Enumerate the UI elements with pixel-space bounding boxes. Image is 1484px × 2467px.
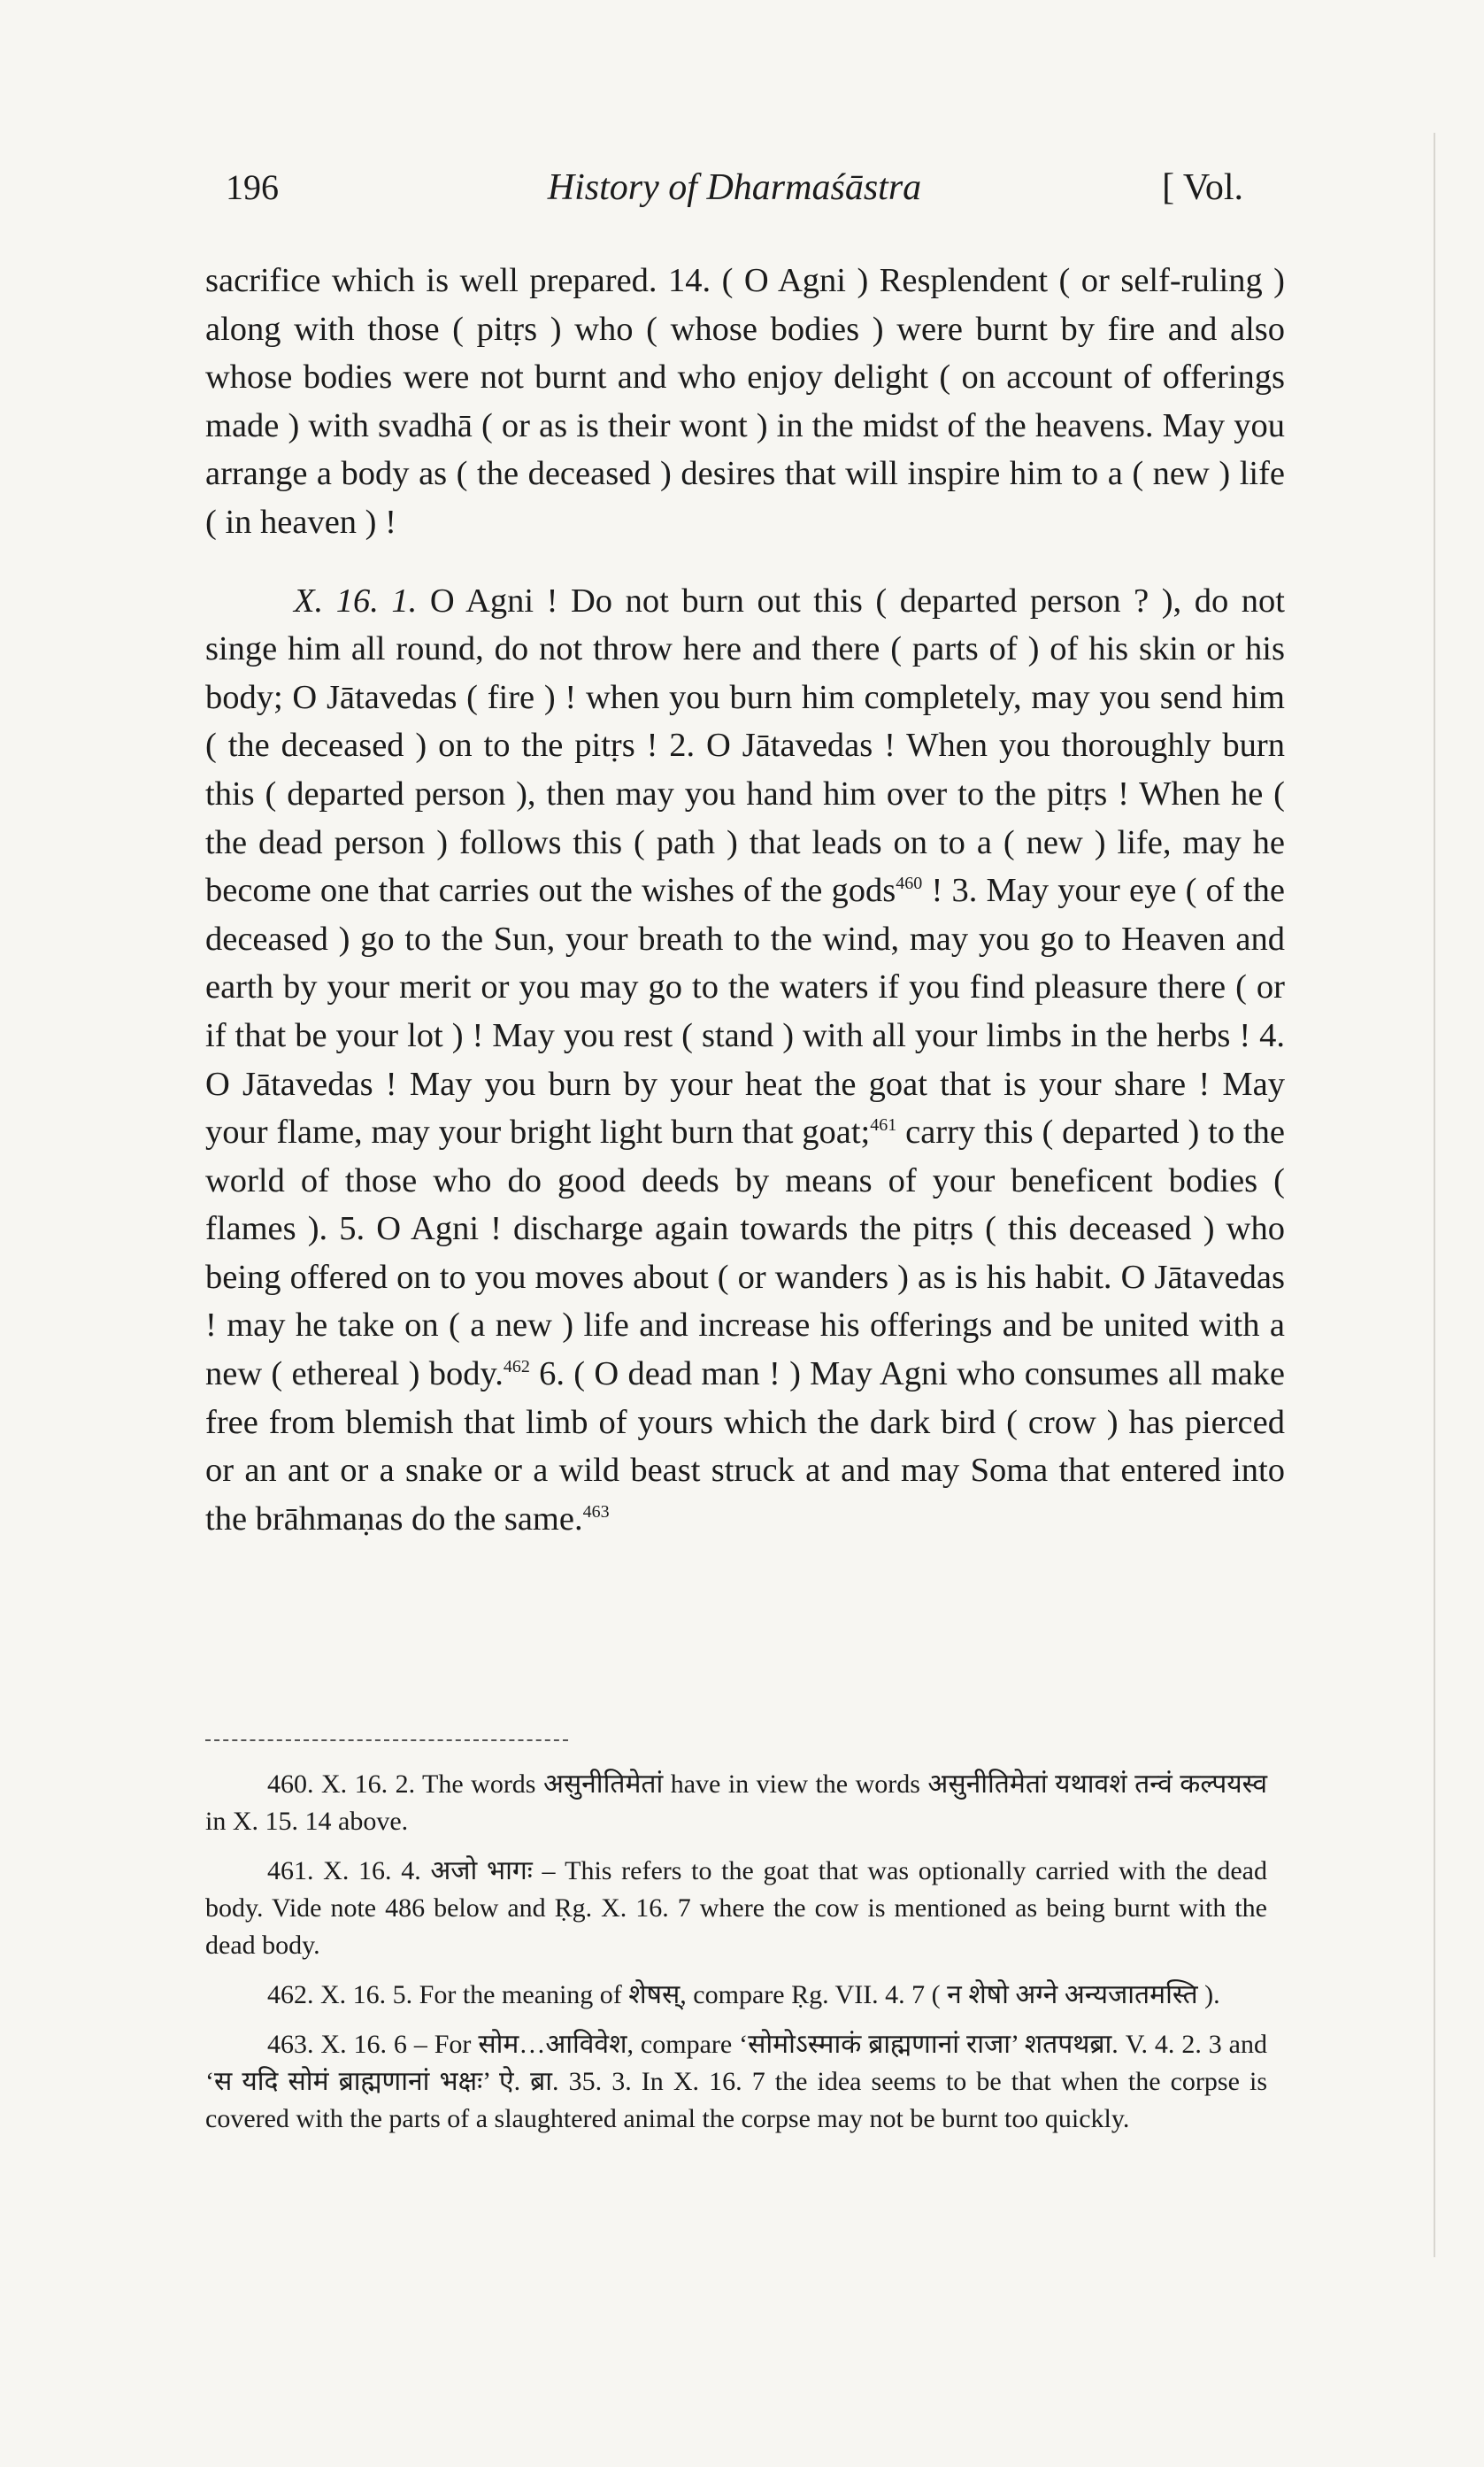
- footnote-461: 461. X. 16. 4. अजो भागः – This refers to the goat that was optionally carried with the dead body. Vide note 486 below and Ṛg. X. 16. 7 where the cow is mentioned as being burnt with the dead body.: [205, 1856, 1267, 1960]
- paragraph-2-part-c: carry this ( departed ) to the world of those who do good deeds by means of your beneficent bodies ( flames ). 5. O Agni ! discharge again towards the pitṛs ( this deceased ) who being offered on to you moves about ( or wanders ) as is his habit. O Jātavedas ! may he take on ( a new ) life and increase his offerings and be united with a new ( ethereal ) body.: [205, 1114, 1286, 1393]
- footnote-divider: [205, 1739, 568, 1741]
- verse-reference: X. 16. 1.: [294, 582, 418, 620]
- main-text: [205, 257, 1285, 1543]
- running-title: History of Dharmaśāstra: [547, 167, 922, 208]
- footnote-mark-460: 460: [896, 874, 923, 894]
- paragraph-2-part-d: 6. ( O dead man ! ) May Agni who consumes all make free from blemish that limb of yours which the dark bird ( crow ) has pierced or an ant or a snake or a wild beast struck at and may Soma that entered into the brāhmaṇas do the same.: [205, 1355, 1285, 1538]
- footnote-462: 462. X. 16. 5. For the meaning of शेषस्, compare Ṛg. VII. 4. 7 ( न शेषो अग्ने अन्यजातमस्ति ).: [267, 1980, 1220, 2009]
- paragraph-2-part-b: ! 3. May your eye ( of the deceased ) go to the Sun, your breath to the wind, may you go to Heaven and earth by your merit or you may go to the waters if you find pleasure there ( or if that be your lot ) ! May you rest ( stand ) with all your limbs in the herbs ! 4. O Jātavedas ! May you burn by your heat the goat that is your share ! May your flame, may your bright light burn that goat;: [205, 872, 1285, 1152]
- page-header: [226, 159, 1243, 221]
- paragraph-2-part-a: O Agni ! Do not burn out this ( departed person ? ), do not singe him all round, do not throw here and there ( parts of ) of his skin or his body; O Jātavedas ( fire ) ! when you burn him completely, may you send him ( the deceased ) on to the pitṛs ! 2. O Jātavedas ! When you thoroughly burn this ( departed person ), then may you hand him over to the pitṛs ! When he ( the dead person ) follows this ( path ) that leads on to a ( new ) life, may he become one that carries out the wishes of the gods: [205, 582, 1285, 910]
- footnotes: [205, 1766, 1267, 2150]
- footnote-mark-462: 462: [503, 1357, 530, 1377]
- page-edge-shadow: [1434, 133, 1435, 2257]
- footnote-mark-463: 463: [582, 1501, 610, 1522]
- footnote-mark-461: 461: [870, 1115, 897, 1136]
- paragraph-2: [205, 577, 1285, 1544]
- volume-label: [ Vol.: [1162, 167, 1243, 208]
- footnote-463: 463. X. 16. 6 – For सोम…आविवेश, compare ‘सोमोऽस्माकं ब्राह्मणानां राजा’ शतपथब्रा. V. 4. 2. 3 and ‘स यदि सोमं ब्राह्मणानां भक्षः’ ऐ. ब्रा. 35. 3. In X. 16. 7 the idea seems to be that when the corpse is covered with the parts of a slaughtered animal the corpse may not be burnt too quickly.: [205, 2030, 1267, 2133]
- page-number: 196: [226, 167, 279, 207]
- paragraph-1: sacrifice which is well prepared. 14. ( O Agni ) Resplendent ( or self-ruling ) along with those ( pitṛs ) who ( whose bodies ) were burnt by fire and also whose bodies were not burnt and who enjoy delight ( on account of offerings made ) with svadhā ( or as is their wont ) in the midst of the heavens. May you arrange a body as ( the deceased ) desires that will inspire him to a ( new ) life ( in heaven ) !: [205, 262, 1285, 541]
- footnote-460: 460. X. 16. 2. The words असुनीतिमेतां have in view the words असुनीतिमेतां यथावशं तन्वं कल्पयस्व in X. 15. 14 above.: [205, 1769, 1267, 1836]
